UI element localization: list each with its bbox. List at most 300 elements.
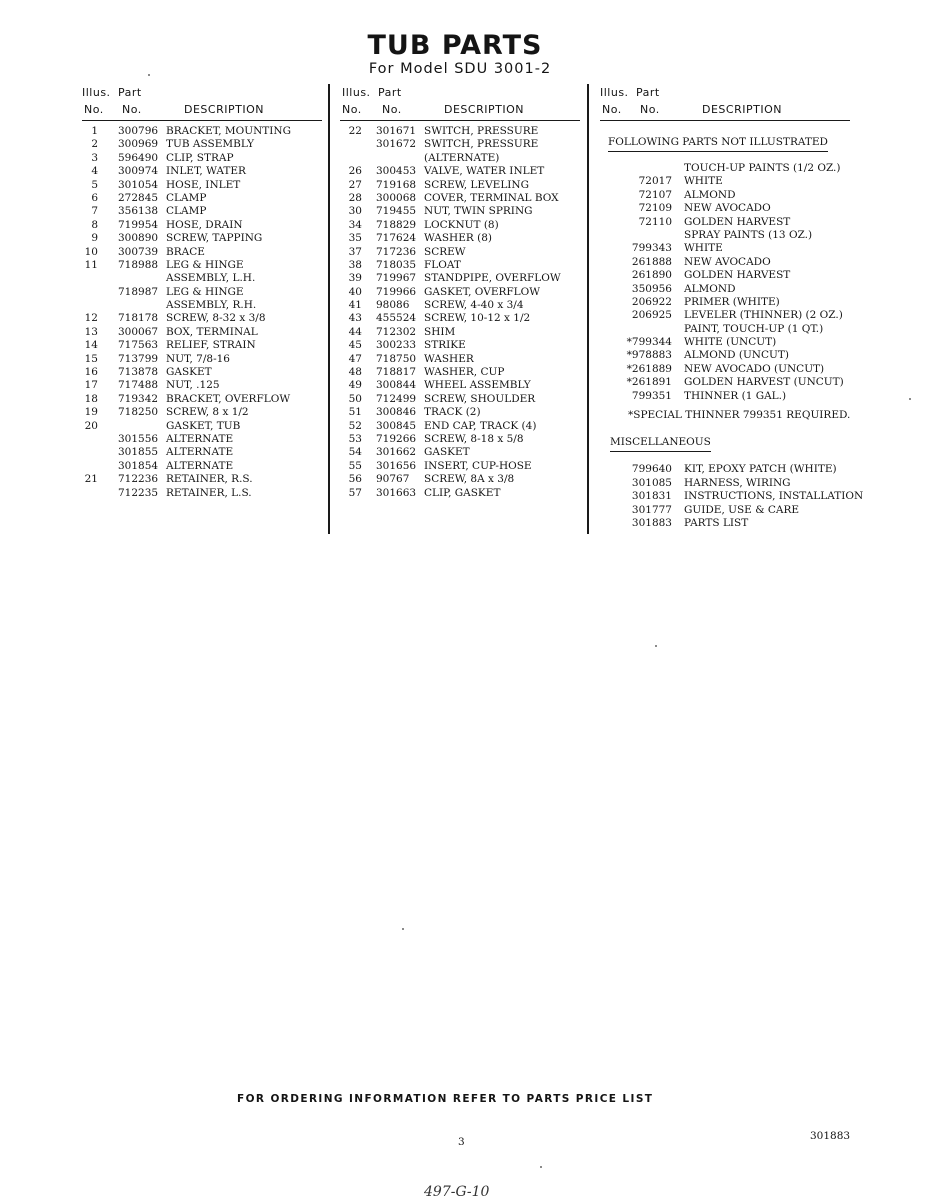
illus-header: Illus. [82,86,111,99]
illus-no: 7 [91,205,98,218]
part-no: 713878 [118,366,159,379]
description: RETAINER, R.S. [166,473,253,486]
part-no: 301671 [376,125,417,137]
description: CLAMP [166,205,207,218]
description: SCREW, LEVELING [424,178,530,191]
part-no: 718988 [118,258,159,271]
illus-no: 18 [84,392,98,405]
table-row [340,339,580,352]
illus-no: 22 [348,125,362,137]
description: ALMOND (UNCUT) [684,349,789,362]
part-no: 301855 [118,446,159,459]
table-row [82,433,322,446]
part-no: 300739 [118,245,159,258]
part-no: 301672 [376,138,417,151]
part-no: 300844 [376,379,417,392]
illus-no: 19 [84,406,98,419]
description: ALMOND [684,282,736,295]
table-row [82,393,322,406]
illus-no: 11 [84,258,98,271]
list-item [600,269,870,282]
list-item [600,256,870,269]
illus-no: 45 [348,339,362,352]
table-row [82,272,322,285]
list-item [600,242,870,255]
part-no: 717236 [376,245,417,258]
illus-no: 40 [348,285,362,298]
scan-speck [402,928,404,930]
scan-speck [540,1166,542,1168]
table-row [82,326,322,339]
description: ALMOND [684,188,736,201]
part-no: 301831 [631,490,672,503]
table-row [340,393,580,406]
illus-no: 8 [91,218,98,231]
table-row [340,232,580,245]
scan-speck [148,74,150,76]
description: SWITCH, PRESSURE [424,138,539,151]
miscellaneous-list [600,463,870,530]
part-no: 300796 [118,125,159,137]
table-row [82,219,322,232]
page-title: TUB PARTS [367,30,543,61]
document-number: 301883 [810,1130,851,1142]
description: LEG & HINGE [166,258,244,271]
illus-no: 3 [91,151,98,164]
illus-no: 44 [348,325,362,338]
description: BRACE [166,245,205,258]
description: KIT, EPOXY PATCH (WHITE) [684,463,837,476]
illus-no: 47 [348,352,362,365]
column-header [340,82,580,120]
part-header: Part [378,86,402,99]
description: (ALTERNATE) [424,151,500,164]
table-row [82,299,322,312]
ordering-note: FOR ORDERING INFORMATION REFER TO PARTS PRICE LIST [237,1093,654,1105]
description: STANDPIPE, OVERFLOW [424,272,561,285]
part-no: 712235 [118,486,159,499]
description: SCREW [424,245,466,258]
list-item [600,363,870,376]
list-item [600,504,870,517]
table-row [340,446,580,459]
description: ALTERNATE [166,446,234,459]
description: SCREW, 8-32 x 3/8 [166,312,266,325]
table-row [82,460,322,473]
section-title: FOLLOWING PARTS NOT ILLUSTRATED [608,136,828,152]
table-row [340,272,580,285]
not-illustrated-list [600,162,870,403]
illus-no: 34 [348,218,362,231]
column-header [600,82,870,120]
table-row [340,138,580,151]
illus-no: 5 [91,178,98,191]
part-no: 72107 [638,188,672,201]
illus-no: 37 [348,245,362,258]
part-no: 272845 [118,191,159,204]
table-row [340,312,580,325]
parts-column-1 [82,82,322,500]
description: WASHER, CUP [424,366,505,379]
table-row [82,406,322,419]
description: GASKET [166,366,212,379]
part-no: 301883 [631,516,672,529]
description: PARTS LIST [684,516,749,529]
part-no: 301663 [376,486,417,499]
part-header: Part [636,86,660,99]
description: BRACKET, MOUNTING [166,125,292,137]
part-no-header: No. [640,103,660,116]
part-no: 301656 [376,459,417,472]
description: TRACK (2) [424,406,481,419]
description: CLAMP [166,191,207,204]
description: WHEEL ASSEMBLY [424,379,531,392]
table-row [340,379,580,392]
list-item [600,376,870,389]
list-item [600,490,870,503]
part-no: *978883 [626,349,672,362]
part-no: 712302 [376,325,417,338]
description: BRACKET, OVERFLOW [166,392,291,405]
illus-no: 6 [91,191,98,204]
part-no: 718178 [118,312,159,325]
part-no: 719266 [376,432,417,445]
part-no: 712499 [376,392,417,405]
list-item [600,390,870,403]
table-row [340,473,580,486]
handwritten-mark: 497-G-10 [424,1184,490,1200]
description: RETAINER, L.S. [166,486,252,499]
part-no: 300846 [376,406,417,419]
illus-header: Illus. [342,86,371,99]
illus-no: 55 [348,459,362,472]
description: NEW AVOCADO [684,255,771,268]
description: WASHER [424,352,474,365]
list-item [600,463,870,476]
header-rule [340,120,580,121]
illus-no: 43 [348,312,362,325]
page-subtitle: For Model SDU 3001-2 [368,61,552,77]
illus-no: 30 [348,205,362,218]
part-no: 718829 [376,218,417,231]
list-item [600,175,870,188]
table-row [340,433,580,446]
table-row [82,312,322,325]
part-no: 72110 [638,215,672,228]
description: ALTERNATE [166,459,234,472]
description: NEW AVOCADO [684,202,771,215]
description: GASKET, OVERFLOW [424,285,541,298]
part-no: 300453 [376,165,417,178]
illus-no-header: No. [602,103,622,116]
part-no: 713799 [118,352,159,365]
scan-speck [909,398,911,400]
description: HOSE, INLET [166,178,241,191]
column-header [82,82,322,120]
description: SCREW, SHOULDER [424,392,536,405]
list-item [600,162,870,175]
description: END CAP, TRACK (4) [424,419,537,432]
part-no: 718035 [376,258,417,271]
illus-no: 51 [348,406,362,419]
description: CLIP, STRAP [166,151,234,164]
part-no: *799344 [626,336,672,349]
part-no: 712236 [118,473,159,486]
list-item [600,296,870,309]
description: THINNER (1 GAL.) [684,389,787,402]
part-no: 98086 [376,299,410,312]
description: NEW AVOCADO (UNCUT) [684,362,825,375]
table-row [340,460,580,473]
part-no: 90767 [376,473,410,486]
page-number: 3 [458,1136,465,1148]
description: LOCKNUT (8) [424,218,499,231]
description: HOSE, DRAIN [166,218,243,231]
description: NUT, 7/8-16 [166,352,230,365]
table-row [82,179,322,192]
table-row [82,366,322,379]
table-row [82,125,322,138]
section-heading-miscellaneous [610,430,870,452]
table-row [82,205,322,218]
description: NUT, TWIN SPRING [424,205,533,218]
part-no: 72017 [638,175,672,188]
list-item [600,517,870,530]
illus-no: 1 [91,125,98,137]
description: WASHER (8) [424,232,492,245]
table-row [82,246,322,259]
description: TUB ASSEMBLY [166,138,255,151]
table-row [82,379,322,392]
illus-no: 15 [84,352,98,365]
illus-no: 27 [348,178,362,191]
description: SCREW, TAPPING [166,232,263,245]
note-text: *SPECIAL THINNER 799351 REQUIRED. [628,409,851,422]
table-row [340,299,580,312]
part-no: 300067 [118,325,159,338]
table-row [340,219,580,232]
description: GASKET, TUB [166,419,241,432]
part-no: 455524 [376,312,417,325]
table-row [82,353,322,366]
description: FLOAT [424,258,461,271]
illus-no-header: No. [342,103,362,116]
description-header: DESCRIPTION [702,103,782,116]
part-no: 300974 [118,165,159,178]
table-row [340,406,580,419]
table-row [82,446,322,459]
table-row [82,259,322,272]
special-note [600,409,870,422]
table-row [82,473,322,486]
illus-no: 39 [348,272,362,285]
part-no-header: No. [122,103,142,116]
part-no: 206922 [631,295,672,308]
table-row [340,353,580,366]
list-item [600,189,870,202]
illus-header: Illus. [600,86,629,99]
table-row [82,487,322,500]
description: LEG & HINGE [166,285,244,298]
illus-no: 10 [84,245,98,258]
part-no: 717488 [118,379,159,392]
part-no: 261890 [631,269,672,282]
header-rule [82,120,322,121]
description: COVER, TERMINAL BOX [424,191,559,204]
description: GOLDEN HARVEST (UNCUT) [684,376,844,389]
part-no: 719954 [118,218,159,231]
description-header: DESCRIPTION [184,103,264,116]
section-title: MISCELLANEOUS [610,436,711,452]
illus-no-header: No. [84,103,104,116]
description: INSERT, CUP-HOSE [424,459,532,472]
part-no: 799640 [631,463,672,476]
parts-table [82,125,322,500]
list-item [600,283,870,296]
scan-speck [655,645,657,647]
description: GUIDE, USE & CARE [684,503,800,516]
table-row [82,165,322,178]
illus-no: 52 [348,419,362,432]
list-item [600,323,870,336]
description: GASKET [424,446,470,459]
part-no: 596490 [118,151,159,164]
list-item [600,336,870,349]
description: TOUCH-UP PAINTS (1/2 OZ.) [684,162,841,174]
part-no: 301054 [118,178,159,191]
part-no: 301777 [631,503,672,516]
list-item [600,477,870,490]
illus-no: 26 [348,165,362,178]
part-no: 717563 [118,339,159,352]
description: SPRAY PAINTS (13 OZ.) [684,228,813,241]
column-divider [587,84,589,534]
parts-table [340,125,580,500]
part-no: 718750 [376,352,417,365]
part-no: 301662 [376,446,417,459]
description: HARNESS, WIRING [684,476,791,489]
illus-no: 53 [348,432,362,445]
part-no: 261888 [631,255,672,268]
table-row [82,420,322,433]
part-no: 719342 [118,392,159,405]
description: PRIMER (WHITE) [684,295,780,308]
table-row [340,125,580,138]
description: BOX, TERMINAL [166,325,258,338]
part-no: 719966 [376,285,417,298]
description: WHITE [684,175,723,188]
illus-no: 14 [84,339,98,352]
illus-no: 57 [348,486,362,499]
description: INSTRUCTIONS, INSTALLATION [684,490,864,503]
table-row [82,232,322,245]
description-header: DESCRIPTION [444,103,524,116]
illus-no: 17 [84,379,98,392]
description: LEVELER (THINNER) (2 OZ.) [684,309,843,322]
illus-no: 54 [348,446,362,459]
part-no: 300845 [376,419,417,432]
part-no: 799351 [631,389,672,402]
table-row [82,339,322,352]
part-no: 719455 [376,205,417,218]
description: SCREW, 8A x 3/8 [424,473,515,486]
part-no: 301085 [631,476,672,489]
table-row [340,165,580,178]
illus-no: 41 [348,299,362,312]
table-row [82,138,322,151]
table-row [340,487,580,500]
part-no: 718987 [118,285,159,298]
description: SCREW, 8-18 x 5/8 [424,432,524,445]
part-no: 356138 [118,205,159,218]
table-row [82,286,322,299]
table-row [340,192,580,205]
part-no: 719168 [376,178,417,191]
description: STRIKE [424,339,466,352]
part-no: 717624 [376,232,417,245]
part-no: 72109 [638,202,672,215]
table-row [340,259,580,272]
description: SCREW, 10-12 x 1/2 [424,312,531,325]
description: ALTERNATE [166,432,234,445]
part-no: 300068 [376,191,417,204]
description: INLET, WATER [166,165,246,178]
illus-no: 4 [91,165,98,178]
description: SHIM [424,325,456,338]
illus-no: 48 [348,366,362,379]
header-rule [600,120,850,121]
illus-no: 21 [84,473,98,486]
part-no: 300233 [376,339,417,352]
part-no: 206925 [631,309,672,322]
table-row [340,326,580,339]
table-row [340,179,580,192]
illus-no: 38 [348,258,362,271]
table-row [82,152,322,165]
column-divider [328,84,330,534]
section-heading-not-illustrated [608,130,870,152]
list-item [600,309,870,322]
table-row [340,205,580,218]
description: SCREW, 4-40 x 3/4 [424,299,524,312]
part-no: *261891 [626,376,672,389]
illus-no: 13 [84,325,98,338]
illus-no: 28 [348,191,362,204]
part-no: 719967 [376,272,417,285]
description: NUT, .125 [166,379,220,392]
description: RELIEF, STRAIN [166,339,256,352]
table-row [340,246,580,259]
description: SWITCH, PRESSURE [424,125,539,137]
description: ASSEMBLY, R.H. [166,299,257,312]
illus-no: 50 [348,392,362,405]
illus-no: 2 [91,138,98,151]
part-no: *261889 [626,362,672,375]
parts-column-2 [340,82,580,500]
description: GOLDEN HARVEST [684,269,791,282]
part-no: 300890 [118,232,159,245]
illus-no: 49 [348,379,362,392]
description: PAINT, TOUCH-UP (1 QT.) [684,322,824,335]
part-no: 718817 [376,366,417,379]
description: VALVE, WATER INLET [424,165,545,178]
list-item [600,202,870,215]
part-no-header: No. [382,103,402,116]
table-row [340,366,580,379]
part-no: 300969 [118,138,159,151]
part-no: 301854 [118,459,159,472]
description: CLIP, GASKET [424,486,501,499]
